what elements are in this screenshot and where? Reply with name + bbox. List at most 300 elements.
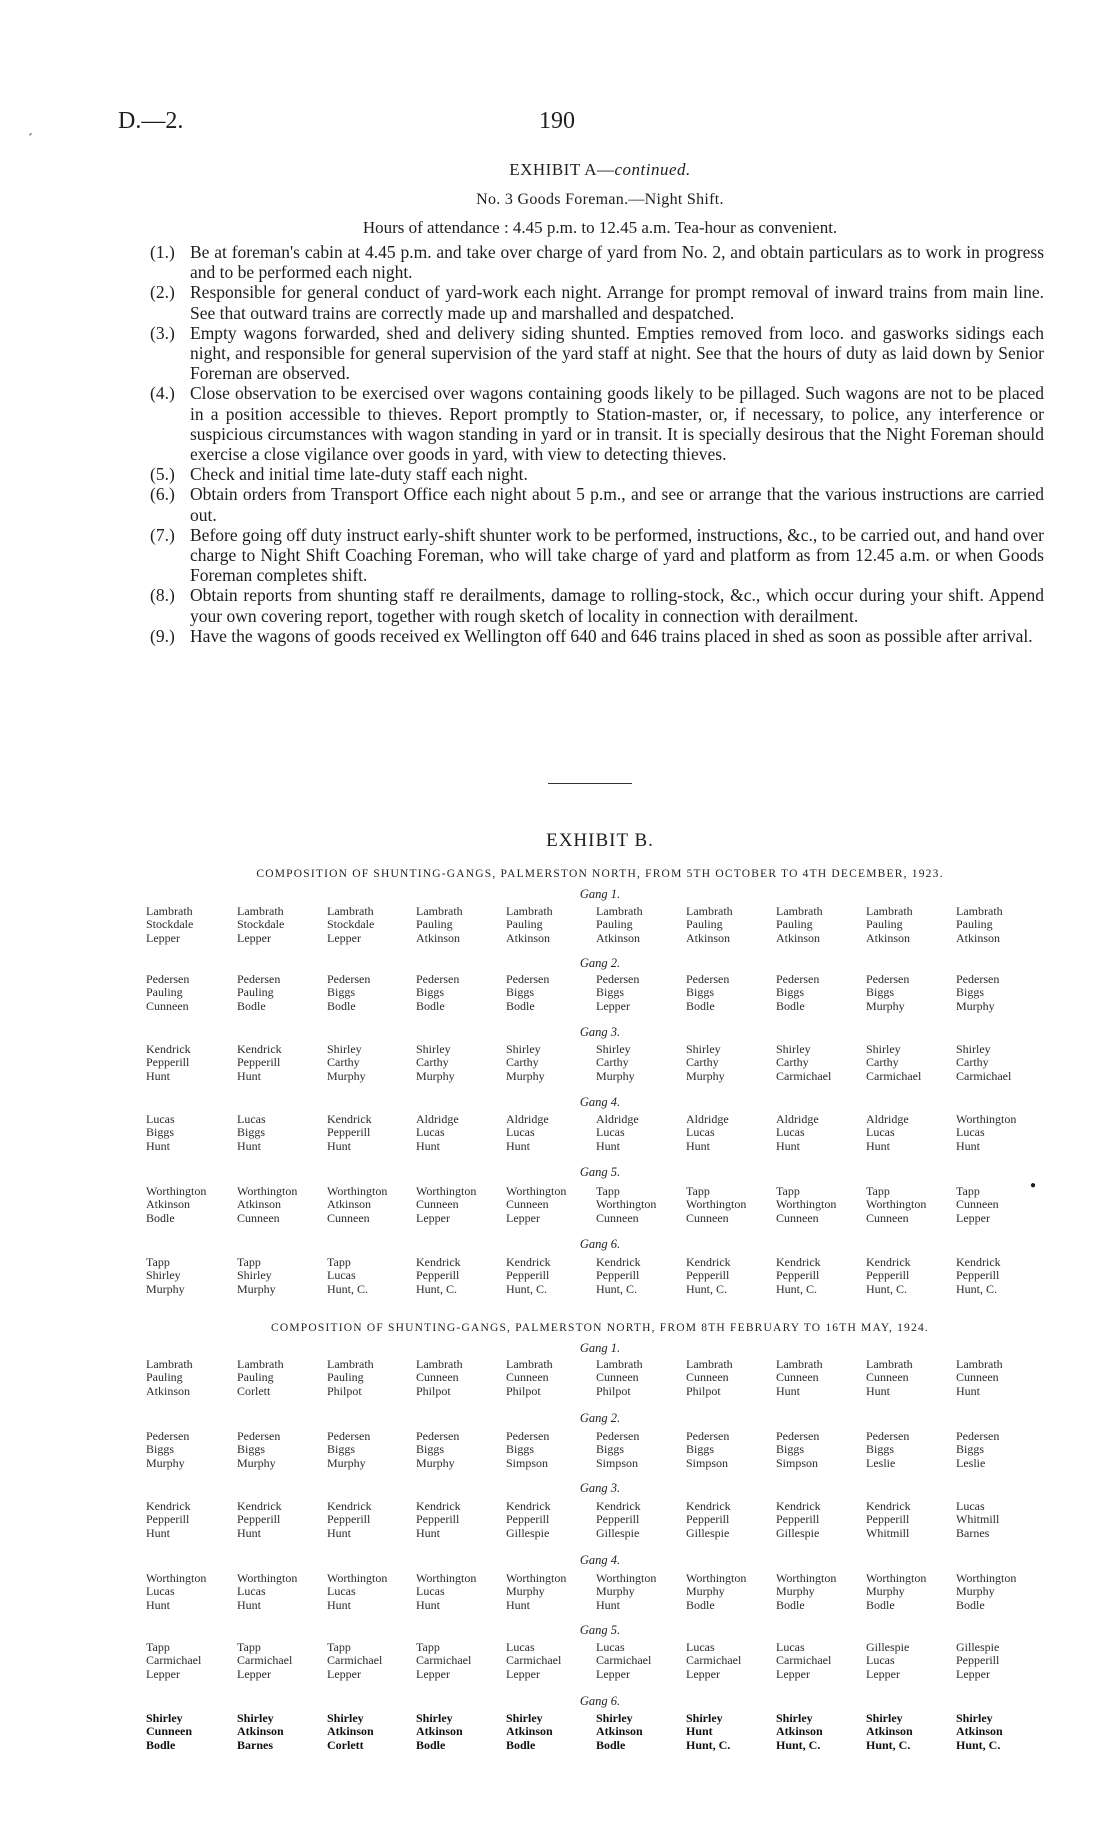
- crew-name: Lucas: [686, 1125, 715, 1140]
- gang-roster-cell: [866, 1712, 913, 1752]
- crew-name: Hunt: [686, 1138, 710, 1153]
- crew-name: Lambrath: [327, 904, 374, 918]
- gang-roster-cell: [956, 1185, 999, 1225]
- gang-label: Gang 5.: [579, 1623, 621, 1637]
- gang-roster-cell: [956, 1572, 1016, 1612]
- crew-name: Worthington: [146, 1571, 207, 1585]
- gang-roster-cell: [506, 1185, 566, 1225]
- gang-roster-cell: [956, 1113, 1016, 1153]
- crew-name: Murphy: [956, 1584, 995, 1599]
- duty-item-number: (2.): [150, 282, 175, 303]
- crew-name: Pedersen: [956, 1429, 1000, 1443]
- crew-name: Hunt: [506, 1597, 530, 1612]
- crew-name: Kendrick: [686, 1499, 731, 1513]
- gang-roster-cell: [237, 1256, 276, 1296]
- crew-name: Gillespie: [686, 1525, 730, 1540]
- crew-name: Pedersen: [237, 972, 281, 986]
- crew-name: Carmichael: [776, 1068, 832, 1083]
- crew-name: Lambrath: [416, 1357, 463, 1371]
- crew-name: Atkinson: [956, 930, 1001, 945]
- crew-name: Murphy: [506, 1584, 545, 1599]
- gang-roster-cell: [866, 1358, 913, 1398]
- gang-roster-cell: [146, 1500, 191, 1540]
- crew-name: Lucas: [237, 1584, 266, 1599]
- gang-roster-cell: [416, 1185, 476, 1225]
- gang-label: Gang 4.: [579, 1095, 621, 1109]
- crew-name: Shirley: [956, 1711, 993, 1725]
- crew-name: Biggs: [237, 1125, 266, 1140]
- crew-name: Pedersen: [237, 1429, 281, 1443]
- crew-name: Pauling: [506, 917, 543, 932]
- crew-name: Murphy: [866, 1584, 905, 1599]
- gang-roster-cell: [146, 1430, 189, 1470]
- crew-name: Kendrick: [237, 1042, 282, 1056]
- crew-name: Hunt: [327, 1525, 351, 1540]
- crew-name: Carthy: [596, 1055, 629, 1070]
- crew-name: Pauling: [686, 917, 723, 932]
- crew-name: Murphy: [146, 1281, 185, 1296]
- crew-name: Worthington: [686, 1197, 747, 1212]
- gang-roster-cell: [866, 973, 909, 1013]
- crew-name: Murphy: [866, 998, 905, 1013]
- crew-name: Murphy: [686, 1068, 725, 1083]
- crew-name: Hunt: [237, 1138, 261, 1153]
- hours-of-attendance: Hours of attendance : 4.45 p.m. to 12.45 a.m. Tea-hour as convenient.: [362, 218, 838, 237]
- crew-name: Shirley: [237, 1711, 274, 1725]
- gang-roster-cell: [776, 1358, 823, 1398]
- duty-item-text: Obtain reports from shunting staff re derailments, damage to rolling-stock, &c., which occur during your shift. Append your own covering report, together with rough sketch of locality in connection with derailment.: [190, 585, 1044, 626]
- gang-label: Gang 2.: [579, 956, 621, 970]
- gang-roster-cell: [506, 1641, 561, 1681]
- gang-roster-cell: [866, 1430, 909, 1470]
- crew-name: Worthington: [956, 1571, 1017, 1585]
- gang-label: Gang 3.: [579, 1481, 621, 1495]
- gang-roster-cell: [596, 1641, 651, 1681]
- gang-roster-cell: [237, 1185, 297, 1225]
- crew-name: Pedersen: [776, 972, 820, 986]
- crew-name: Simpson: [686, 1455, 729, 1470]
- gang-roster-cell: [596, 1572, 656, 1612]
- crew-name: Biggs: [686, 1442, 715, 1457]
- crew-name: Pedersen: [776, 1429, 820, 1443]
- gang-label: Gang 3.: [579, 1025, 621, 1039]
- duty-item: [150, 626, 1044, 646]
- exhibit-a-subtitle: No. 3 Goods Foreman.—Night Shift.: [476, 191, 724, 208]
- crew-name: Pepperill: [866, 1268, 910, 1283]
- gang-roster-cell: [956, 1358, 1003, 1398]
- gang-roster-cell: [506, 1572, 566, 1612]
- crew-name: Pedersen: [956, 972, 1000, 986]
- duty-item: [150, 525, 1044, 586]
- gang-roster-cell: [416, 905, 463, 945]
- crew-name: Hunt: [416, 1525, 440, 1540]
- crew-name: Pedersen: [146, 972, 190, 986]
- crew-name: Murphy: [956, 998, 995, 1013]
- crew-name: Lepper: [506, 1210, 540, 1225]
- crew-name: Lambrath: [686, 1357, 733, 1371]
- crew-name: Pepperill: [327, 1125, 371, 1140]
- crew-name: Tapp: [416, 1640, 440, 1654]
- crew-name: Kendrick: [416, 1255, 461, 1269]
- duty-item-text: Empty wagons forwarded, shed and delivery siding shunted. Empties removed from loco. and gasworks sidings each night, and responsible for general supervision of the yard staff at night. See that the hours of duty as laid down by Senior Foreman are observed.: [190, 322, 1044, 384]
- crew-name: Kendrick: [506, 1255, 551, 1269]
- crew-name: Carmichael: [416, 1653, 472, 1668]
- crew-name: Kendrick: [686, 1255, 731, 1269]
- crew-name: Cunneen: [146, 1724, 193, 1739]
- duty-item: [150, 282, 1044, 322]
- crew-name: Lambrath: [956, 1357, 1003, 1371]
- crew-name: Worthington: [237, 1571, 298, 1585]
- crew-name: Hunt, C.: [686, 1737, 731, 1752]
- duty-item-text: Responsible for general conduct of yard-work each night. Arrange for prompt removal of inward trains from main line. See that outward trains are correctly made up and marshalled and despatched.: [190, 282, 1044, 323]
- gang-roster-cell: [956, 1712, 1003, 1752]
- crew-name: Pedersen: [596, 972, 640, 986]
- gang-roster-cell: [776, 1185, 836, 1225]
- crew-name: Cunneen: [506, 1370, 549, 1385]
- gang-roster-cell: [686, 1185, 746, 1225]
- crew-name: Pepperill: [146, 1512, 190, 1527]
- exhibit-b-title: EXHIBIT B.: [546, 830, 654, 851]
- gang-roster-cell: [866, 1113, 909, 1153]
- crew-name: Carthy: [416, 1055, 449, 1070]
- crew-name: Lucas: [596, 1125, 625, 1140]
- crew-name: Biggs: [237, 1442, 266, 1457]
- crew-name: Worthington: [237, 1184, 298, 1198]
- crew-name: Tapp: [776, 1184, 800, 1198]
- crew-name: Aldridge: [686, 1112, 729, 1126]
- crew-name: Whitmill: [956, 1512, 1000, 1527]
- gang-roster-cell: [776, 1500, 821, 1540]
- crew-name: Lambrath: [596, 1357, 643, 1371]
- gang-roster-cell: [327, 1256, 368, 1296]
- crew-name: Murphy: [237, 1281, 276, 1296]
- crew-name: Murphy: [416, 1068, 455, 1083]
- crew-name: Lepper: [596, 1666, 630, 1681]
- crew-name: Murphy: [327, 1068, 366, 1083]
- crew-name: Kendrick: [866, 1255, 911, 1269]
- crew-name: Hunt: [146, 1525, 170, 1540]
- crew-name: Hunt: [866, 1138, 890, 1153]
- gang-roster-cell: [776, 1113, 819, 1153]
- gang-roster-cell: [327, 1113, 372, 1153]
- crew-name: Pepperill: [956, 1653, 1000, 1668]
- crew-name: Biggs: [686, 985, 715, 1000]
- gang-label: Gang 4.: [579, 1553, 621, 1567]
- gang-roster-cell: [327, 1712, 374, 1752]
- gang-roster-cell: [237, 1500, 282, 1540]
- gang-label: Gang 1.: [579, 887, 621, 901]
- crew-name: Shirley: [776, 1711, 813, 1725]
- gang-roster-cell: [686, 1043, 725, 1083]
- gang-roster-cell: [956, 1430, 999, 1470]
- document-reference: D.—2.: [118, 108, 184, 134]
- crew-name: Atkinson: [506, 1724, 553, 1739]
- crew-name: Atkinson: [956, 1724, 1003, 1739]
- crew-name: Shirley: [146, 1711, 183, 1725]
- crew-name: Biggs: [327, 1442, 356, 1457]
- gang-roster-cell: [237, 1043, 282, 1083]
- crew-name: Gillespie: [776, 1525, 820, 1540]
- crew-name: Kendrick: [327, 1499, 372, 1513]
- gang-roster-cell: [596, 973, 639, 1013]
- gang-roster-cell: [237, 973, 280, 1013]
- crew-name: Gillespie: [956, 1640, 1000, 1654]
- crew-name: Worthington: [866, 1197, 927, 1212]
- gang-roster-cell: [327, 1500, 372, 1540]
- crew-name: Lambrath: [146, 1357, 193, 1371]
- duty-item-number: (4.): [150, 383, 175, 404]
- crew-name: Leslie: [956, 1455, 986, 1470]
- crew-name: Kendrick: [596, 1499, 641, 1513]
- crew-name: Lambrath: [416, 904, 463, 918]
- crew-name: Hunt: [506, 1138, 530, 1153]
- crew-name: Lepper: [956, 1210, 990, 1225]
- duty-item-text: Have the wagons of goods received ex Wellington off 640 and 646 trains placed in shed as soon as possible after arrival.: [190, 625, 1033, 646]
- crew-name: Hunt: [416, 1138, 440, 1153]
- crew-name: Pedersen: [327, 1429, 371, 1443]
- gang-roster-cell: [776, 905, 823, 945]
- crew-name: Pedersen: [866, 972, 910, 986]
- crew-name: Carmichael: [506, 1653, 562, 1668]
- crew-name: Murphy: [416, 1455, 455, 1470]
- crew-name: Lambrath: [237, 1357, 284, 1371]
- crew-name: Atkinson: [146, 1197, 191, 1212]
- crew-name: Aldridge: [416, 1112, 459, 1126]
- gang-roster-cell: [596, 1185, 656, 1225]
- gang-roster-cell: [866, 1500, 911, 1540]
- crew-name: Biggs: [956, 1442, 985, 1457]
- crew-name: Hunt, C.: [776, 1737, 821, 1752]
- gang-roster-cell: [956, 973, 999, 1013]
- crew-name: Biggs: [866, 985, 895, 1000]
- crew-name: Hunt: [237, 1597, 261, 1612]
- crew-name: Simpson: [596, 1455, 639, 1470]
- crew-name: Shirley: [686, 1711, 723, 1725]
- gang-label: Gang 1.: [579, 1341, 621, 1355]
- crew-name: Barnes: [956, 1525, 990, 1540]
- gang-roster-cell: [866, 1641, 909, 1681]
- crew-name: Pepperill: [416, 1512, 460, 1527]
- crew-name: Worthington: [776, 1197, 837, 1212]
- gang-roster-cell: [146, 973, 189, 1013]
- crew-name: Bodle: [237, 998, 266, 1013]
- crew-name: Atkinson: [237, 1197, 282, 1212]
- crew-name: Lambrath: [776, 904, 823, 918]
- crew-name: Biggs: [956, 985, 985, 1000]
- duty-item-text: Check and initial time late-duty staff each night.: [190, 464, 528, 485]
- crew-name: Carthy: [956, 1055, 989, 1070]
- gang-roster-cell: [866, 905, 913, 945]
- crew-name: Biggs: [146, 1442, 175, 1457]
- gang-roster-cell: [416, 973, 459, 1013]
- crew-name: Corlett: [327, 1737, 364, 1752]
- exhibit-a-title: [0, 160, 1114, 180]
- crew-name: Tapp: [866, 1184, 890, 1198]
- crew-name: Pauling: [776, 917, 813, 932]
- crew-name: Hunt: [776, 1383, 800, 1398]
- crew-name: Gillespie: [866, 1640, 910, 1654]
- crew-name: Atkinson: [596, 1724, 643, 1739]
- crew-name: Cunneen: [596, 1210, 639, 1225]
- gang-roster-cell: [416, 1641, 471, 1681]
- crew-name: Murphy: [776, 1584, 815, 1599]
- crew-name: Hunt, C.: [596, 1281, 638, 1296]
- crew-name: Atkinson: [506, 930, 551, 945]
- crew-name: Shirley: [776, 1042, 811, 1056]
- gang-roster-cell: [506, 1358, 553, 1398]
- crew-name: Lepper: [327, 930, 361, 945]
- gang-roster-cell: [416, 1712, 463, 1752]
- crew-name: Hunt: [146, 1138, 170, 1153]
- crew-name: Lambrath: [506, 1357, 553, 1371]
- crew-name: Carmichael: [146, 1653, 202, 1668]
- crew-name: Shirley: [327, 1042, 362, 1056]
- crew-name: Shirley: [866, 1042, 901, 1056]
- crew-name: Bodle: [686, 1597, 715, 1612]
- crew-name: Biggs: [776, 985, 805, 1000]
- crew-name: Worthington: [686, 1571, 747, 1585]
- crew-name: Bodle: [776, 1597, 805, 1612]
- crew-name: Pauling: [327, 1370, 364, 1385]
- gang-roster-cell: [596, 905, 643, 945]
- crew-name: Lepper: [776, 1666, 810, 1681]
- gang-roster-cell: [596, 1712, 643, 1752]
- crew-name: Biggs: [776, 1442, 805, 1457]
- crew-name: Shirley: [416, 1042, 451, 1056]
- crew-name: Tapp: [146, 1255, 170, 1269]
- gang-label: Gang 6.: [579, 1694, 621, 1708]
- crew-name: Kendrick: [596, 1255, 641, 1269]
- crew-name: Hunt: [146, 1068, 170, 1083]
- gang-roster-cell: [416, 1043, 455, 1083]
- crew-name: Stockdale: [237, 917, 285, 932]
- crew-name: Pauling: [416, 917, 453, 932]
- crew-name: Lucas: [596, 1640, 625, 1654]
- crew-name: Shirley: [146, 1268, 181, 1283]
- gang-roster-cell: [866, 1043, 921, 1083]
- crew-name: Gillespie: [506, 1525, 550, 1540]
- gang-roster-cell: [686, 905, 733, 945]
- crew-name: Bodle: [506, 998, 535, 1013]
- duty-item-text: Before going off duty instruct early-shift shunter work to be performed, instructions, &c., to be carried out, and hand over charge to Night Shift Coaching Foreman, who will take charge of yard and platform as from 12.45 a.m. or when Goods Foreman completes shift.: [190, 524, 1044, 586]
- crew-name: Lucas: [146, 1584, 175, 1599]
- crew-name: Pauling: [956, 917, 993, 932]
- gang-roster-cell: [686, 973, 729, 1013]
- crew-name: Kendrick: [146, 1499, 191, 1513]
- gang-roster-cell: [596, 1500, 641, 1540]
- crew-name: Hunt: [596, 1138, 620, 1153]
- crew-name: Tapp: [237, 1255, 261, 1269]
- crew-name: Cunneen: [416, 1370, 459, 1385]
- duty-item: [150, 242, 1044, 282]
- crew-name: Hunt, C.: [776, 1281, 818, 1296]
- gang-roster-cell: [776, 1043, 831, 1083]
- crew-name: Pedersen: [686, 972, 730, 986]
- duty-item-number: (1.): [150, 242, 175, 262]
- crew-name: Lepper: [237, 930, 271, 945]
- composition-heading: COMPOSITION OF SHUNTING-GANGS, PALMERSTON NORTH, FROM 8TH FEBRUARY TO 16TH MAY, 1924.: [271, 1322, 929, 1334]
- crew-name: Hunt, C.: [686, 1281, 728, 1296]
- gang-roster-cell: [416, 1430, 459, 1470]
- gang-roster-cell: [686, 1712, 730, 1752]
- crew-name: Hunt: [866, 1383, 890, 1398]
- gang-roster-cell: [776, 1430, 819, 1470]
- crew-name: Shirley: [237, 1268, 272, 1283]
- crew-name: Worthington: [416, 1184, 477, 1198]
- stray-mark: ´: [28, 132, 33, 147]
- gang-roster-cell: [686, 1430, 729, 1470]
- crew-name: Biggs: [506, 1442, 535, 1457]
- crew-name: Bodle: [416, 1737, 446, 1752]
- crew-name: Lucas: [506, 1640, 535, 1654]
- crew-name: Lucas: [416, 1125, 445, 1140]
- crew-name: Pepperill: [686, 1268, 730, 1283]
- crew-name: Biggs: [596, 1442, 625, 1457]
- crew-name: Hunt, C.: [956, 1281, 998, 1296]
- crew-name: Lucas: [237, 1112, 266, 1126]
- crew-name: Pepperill: [506, 1268, 550, 1283]
- crew-name: Lepper: [146, 930, 180, 945]
- gang-roster-cell: [237, 1641, 292, 1681]
- gang-roster-cell: [866, 1572, 926, 1612]
- crew-name: Lambrath: [596, 904, 643, 918]
- crew-name: Aldridge: [776, 1112, 819, 1126]
- crew-name: Murphy: [146, 1455, 185, 1470]
- gang-roster-cell: [327, 905, 374, 945]
- crew-name: Philpot: [686, 1383, 721, 1398]
- crew-name: Tapp: [237, 1640, 261, 1654]
- gang-roster-cell: [146, 905, 193, 945]
- crew-name: Lambrath: [237, 904, 284, 918]
- gang-roster-cell: [506, 1500, 551, 1540]
- crew-name: Worthington: [506, 1571, 567, 1585]
- crew-name: Bodle: [146, 1210, 175, 1225]
- gang-roster-cell: [327, 1572, 387, 1612]
- crew-name: Lepper: [866, 1666, 900, 1681]
- crew-name: Worthington: [596, 1197, 657, 1212]
- crew-name: Biggs: [416, 1442, 445, 1457]
- crew-name: Hunt, C.: [506, 1281, 548, 1296]
- crew-name: Shirley: [596, 1042, 631, 1056]
- crew-name: Tapp: [146, 1640, 170, 1654]
- crew-name: Tapp: [327, 1255, 351, 1269]
- crew-name: Bodle: [686, 998, 715, 1013]
- crew-name: Cunneen: [416, 1197, 459, 1212]
- gang-roster-cell: [237, 905, 284, 945]
- crew-name: Cunneen: [506, 1197, 549, 1212]
- crew-name: Biggs: [416, 985, 445, 1000]
- crew-name: Bodle: [776, 998, 805, 1013]
- crew-name: Murphy: [596, 1584, 635, 1599]
- crew-name: Philpot: [596, 1383, 631, 1398]
- crew-name: Lucas: [776, 1125, 805, 1140]
- section-divider: [548, 783, 632, 784]
- crew-name: Biggs: [596, 985, 625, 1000]
- duty-item-number: (9.): [150, 625, 175, 646]
- crew-name: Hunt: [956, 1138, 980, 1153]
- crew-name: Pauling: [146, 985, 183, 1000]
- crew-name: Cunneen: [866, 1370, 909, 1385]
- gang-roster-cell: [237, 1113, 266, 1153]
- crew-name: Bodle: [506, 1737, 536, 1752]
- crew-name: Hunt: [327, 1138, 351, 1153]
- crew-name: Worthington: [327, 1571, 388, 1585]
- gang-roster-cell: [416, 1358, 463, 1398]
- gang-roster-cell: [506, 1043, 545, 1083]
- composition-heading: COMPOSITION OF SHUNTING-GANGS, PALMERSTON NORTH, FROM 5TH OCTOBER TO 4TH DECEMBER, 1923.: [256, 868, 944, 880]
- crew-name: Pepperill: [506, 1512, 550, 1527]
- crew-name: Lucas: [327, 1268, 356, 1283]
